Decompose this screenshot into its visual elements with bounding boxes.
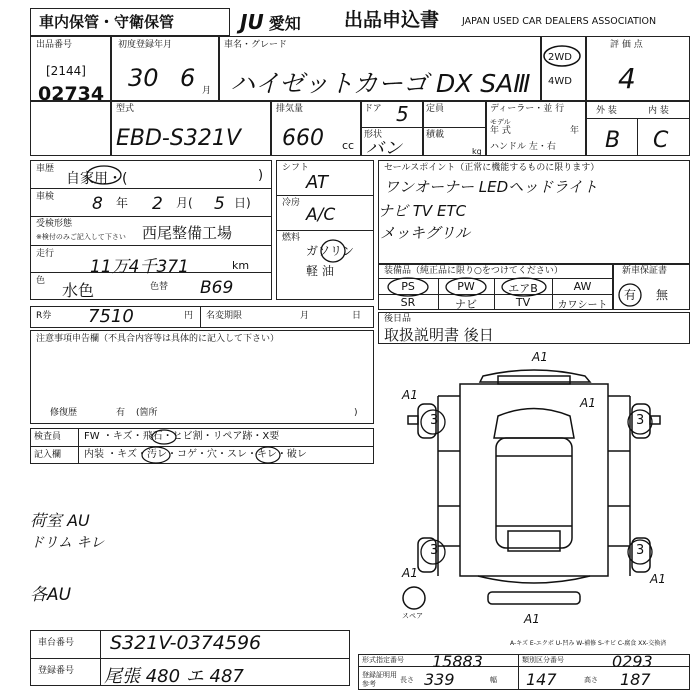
ac-value: A/C [306,205,336,225]
damage-a1-left-rear: A1 [402,566,418,580]
shaken-year-suffix: 年 [116,196,129,210]
equip-airbag: エアB [508,282,538,295]
chassis-value: S321V-0374596 [110,632,262,654]
plate-value: 尾張 480 エ 487 [104,666,244,687]
load-unit: kg [472,147,482,156]
lot-label: 出品番号 [36,40,73,50]
height-label: 高さ [584,676,598,684]
note-each: 各AU [30,585,72,605]
selling-point-2: ナビ TV ETC [378,202,467,220]
fuel-label: 燃料 [282,233,301,243]
color-value: 水色 [62,281,95,300]
width-value: 147 [526,670,557,689]
color-change-label: 色替 [150,282,169,292]
equipment-label: 装備品（純正品に限り○をつけてください） [384,266,563,276]
deadline-month: 月 [300,311,310,321]
model-year-sublabel: モデル [490,118,511,126]
history-label: 車歴 [36,164,55,174]
tire-mark-fl: 3 [430,413,439,428]
form-title: 出品申込書 [344,9,440,31]
equip-ps: PS [401,280,415,293]
registration-month: 6 [180,64,196,92]
history-value: 自家用・( [66,171,128,187]
width-label: 幅 [490,676,497,684]
inspection-row-interior: 内装 ・キズ・汚レ・コゲ・穴・スレ・キレ・破レ [84,449,307,460]
equip-sr: SR [400,296,416,309]
model-value: EBD-S321V [116,126,241,151]
tire-mark-fr: 3 [636,413,645,428]
load-label: 積載 [426,130,445,140]
shaken-year: 8 [92,194,103,214]
body-shape-label: 形状 [364,130,383,140]
car-diagram [378,346,690,614]
registration-year: 30 [128,64,159,92]
shitei-label: 形式指定番号 [362,656,404,664]
displacement-unit: cc [342,139,355,152]
spare-label: スペア [402,612,423,620]
damage-a1-rear: A1 [524,612,540,626]
handle-label: ハンドル 左・右 [490,142,556,152]
repair-label: 修復歴 [50,408,78,418]
shaken-day-suffix: 日) [234,196,251,210]
damage-a1-left-front: A1 [402,388,418,402]
equip-tv: TV [515,296,531,309]
drive-2wd-circle [540,42,584,68]
later-items-label: 後日品 [384,314,412,324]
capacity-label: 定員 [426,104,445,114]
damage-a1-right-front: A1 [580,396,596,410]
warranty-no: 無 [656,288,669,302]
deadline-label: 名変期限 [206,311,243,321]
brand-name: 愛知 [268,14,301,33]
displacement-value: 660 [282,126,324,151]
interior-label: 内 装 [648,106,669,116]
cert-label: 登録証明用 [362,671,397,679]
equip-navi: ナビ [455,298,477,311]
shaken-label: 車検 [36,192,55,202]
entry-label: 記入欄 [34,450,62,460]
rating-value: 4 [618,62,636,95]
shaken-day: 5 [214,194,225,214]
deadline-day: 日 [352,311,362,321]
color-code: B69 [200,278,234,298]
mileage-label: 走行 [36,249,55,259]
shitei-value: 15883 [432,652,483,671]
ruibetsu-value: 0293 [612,652,653,671]
registration-label: 初度登録年月 [118,40,173,50]
recycle-unit: 円 [184,311,194,321]
dealer-parallel-label: ディーラー・並 行 [490,104,565,114]
history-close: ) [258,168,264,183]
plate-label: 登録番号 [38,666,75,676]
inspection-circles [150,428,310,464]
storage-label-box [30,8,230,36]
note-trim: ドリム キレ [30,535,105,551]
lot-number: 02734 [38,83,105,105]
damage-a1-front: A1 [532,350,548,364]
lot-bracket-number: [2144] [46,64,86,78]
ju-logo [240,10,301,34]
shift-label: シフト [282,163,310,173]
model-label: 型式 [116,104,135,114]
note-cargo: 荷室 AU [30,511,90,530]
repair-close: ) [354,408,358,418]
model-year-label: 年 式 [490,126,511,136]
ref-label: 参考 [362,680,376,688]
storage-label: 車内保管・守衛保管 [39,13,175,31]
warranty-label: 新車保証書 [622,266,668,276]
warranty-circle [616,282,646,308]
ju-logo-text: JU [240,10,264,34]
association-name: JAPAN USED CAR DEALERS ASSOCIATION [462,16,657,27]
car-name-value: ハイゼットカーゴ DX SAⅢ [230,69,531,98]
ac-label: 冷房 [282,198,301,208]
rating-label: 評 価 点 [610,40,643,50]
repair-has: 有 [116,408,126,418]
damage-legend: A-キズ E-エクボ U-凹み W-補修 S-サビ C-腐食 XX-交換済 [510,640,667,647]
damage-a1-right-rear: A1 [650,572,666,586]
chassis-label: 車台番号 [38,638,75,648]
doors-value: 5 [396,102,409,126]
later-items-value: 取扱説明書 後日 [384,326,494,344]
exterior-grade: B [605,128,621,153]
displacement-label: 排気量 [276,104,304,114]
car-name-label: 車名・グレード [224,40,288,50]
equipment-circles [378,276,558,298]
recycle-value: 7510 [88,306,134,327]
drive-4wd: 4WD [548,76,572,87]
shift-value: AT [306,172,328,193]
length-label: 長さ [400,676,414,684]
equip-leather-seat: カワシート [557,300,608,311]
receipt-value: 西尾整備工場 [142,224,233,242]
notice-label: 注意事項申告欄（不具合内容等は具体的に記入して下さい） [36,334,280,344]
exterior-label: 外 装 [596,106,617,116]
drive-2wd: 2WD [548,52,572,63]
interior-grade: C [653,128,669,153]
warranty-yes: 有 [624,288,637,302]
registration-month-suffix: 月 [202,86,212,96]
length-value: 339 [424,670,455,689]
fuel-diesel: 軽 油 [306,264,334,278]
selling-point-3: メッキグリル [380,224,471,242]
shaken-month-suffix: 月( [176,196,193,210]
receipt-note: ※検付のみご記入して下さい [36,233,126,241]
ruibetsu-label: 類別区分番号 [522,656,564,664]
inspector-label: 検査員 [34,432,62,442]
repair-place: (箇所 [136,408,158,418]
tire-mark-rr: 3 [636,543,645,558]
equip-aw: AW [573,280,592,293]
height-value: 187 [620,670,651,689]
color-label: 色 [36,276,46,286]
selling-point-1: ワンオーナー LEDヘッドライト [384,178,598,196]
recycle-label: R券 [36,311,52,321]
equip-pw: PW [457,280,475,293]
recycle-block [30,306,374,328]
mileage-value: 11万4千371 [90,257,189,277]
fuel-gasoline: ガソリン [306,244,355,258]
history-circle [84,164,124,186]
body-shape-value: バン [366,138,402,159]
inspection-row-exterior: FW ・キズ・飛石・ヒビ割・リペア跡・X要 [84,431,280,442]
shaken-month: 2 [152,194,163,214]
receipt-label: 受検形態 [36,219,73,229]
doors-label: ドア [364,104,382,114]
fuel-circle [318,238,348,264]
selling-points-label: セールスポイント（正常に機能するものに限ります） [384,163,600,173]
mileage-unit: km [232,259,250,272]
tire-mark-rl: 3 [430,543,439,558]
model-year-suffix: 年 [570,126,580,136]
